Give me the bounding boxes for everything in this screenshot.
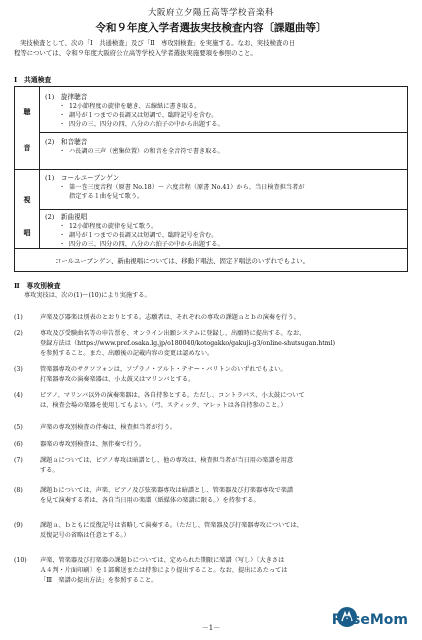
page-number: －1－ — [201, 624, 221, 632]
koolubungen — [45, 174, 401, 201]
label-shi: 視 — [23, 195, 31, 204]
major-item — [14, 521, 410, 541]
page-title: 令和９年度入学者選抜実技検査内容〔課題曲等〕 — [95, 22, 327, 34]
bullet-item-continued: 指定する１曲を見て歌う。 — [69, 193, 144, 200]
item-number: (6) — [14, 441, 23, 448]
bullet-item: ・ 第一巻三度音程（原書 No.18）～ 六度音程（原書 No.41）から、当日検査担当者が — [45, 183, 401, 192]
item-heading: (1) コールユーブンゲン — [45, 174, 120, 182]
item-number: (8) — [14, 487, 23, 494]
major-item — [14, 556, 410, 586]
common-heading: Ⅰ 共通検査 — [14, 76, 52, 84]
common-exam-box — [14, 86, 408, 272]
major-item — [14, 456, 410, 476]
item-text-line: 課題ｂについては、声楽、ピアノ及び弦楽器専攻は暗譜とし、管楽器及び打楽器専攻で楽譜 — [40, 487, 294, 494]
resemom-logo-text: ReseMom — [331, 612, 408, 628]
item-number: (1) — [14, 314, 23, 321]
item-text-line: 「Ⅲ 楽譜の提出方法」を参照すること。 — [40, 577, 158, 584]
item-text-line: 声楽及び器楽は別表のとおりとする。志願者は、それぞれの専攻の課題ａとｂの演奏を行う。 — [40, 314, 300, 321]
major-item — [14, 365, 410, 385]
column-divider — [39, 87, 40, 248]
major-lead: 専攻実技は、次の(1)～(10)により実施する。 — [24, 292, 151, 299]
item-text-line: ピアノ、マリンバ以外の演奏楽器は、各自持参とする。ただし、コントラバス、小太鼓について — [40, 392, 305, 399]
item-text-line: を見て演奏する者は、各自当日用の楽譜（紙媒体の楽譜に限る。）を持参する。 — [40, 497, 260, 504]
major-item — [14, 440, 410, 450]
label-cho: 聴 — [23, 107, 31, 116]
item-text-line: は、検査会場の楽器を使用してもよい。（弓、スティック、マレットは各自持参のこと。） — [40, 402, 287, 409]
melody-dictation — [45, 93, 401, 129]
bullet-item: ・ 12小節程度の旋律を見て歌う。 — [45, 222, 401, 231]
bullet-item: ・ ハ長調の三声（密集位置）の和音を全音符で書き取る。 — [45, 147, 401, 156]
item-text-line: Ａ４判・片面印刷〕を１部郵送または持参により提出すること。なお、提出にあたっては — [40, 567, 288, 574]
bullet-item: ・ 12小節程度の旋律を聴き、五線紙に書き取る。 — [45, 102, 401, 111]
bullet-item: ・ 四分の三、四分の四、八分の六拍子の中から出題する。 — [45, 240, 401, 249]
resemom-logo — [331, 604, 414, 630]
major-item — [14, 313, 410, 323]
item-text-line: を参照すること。また、出願後の記載内容の変更は認めない。 — [40, 350, 214, 357]
item-heading: (1) 旋律聴音 — [45, 93, 88, 101]
bullet-item: ・ 調号が１つまでの長調又は短調で、臨時記号を含む。 — [45, 111, 401, 120]
item-number: (3) — [14, 366, 23, 373]
item-number: (7) — [14, 457, 23, 464]
item-text-line: 課題ａ、ｂともに反復記号は省略して演奏する。（ただし、管楽器及び打楽器専攻については、 — [40, 522, 303, 529]
intro-paragraph — [14, 38, 410, 58]
item-text-line: 反復記号の省略は任意とする。） — [40, 532, 130, 539]
item-heading: (2) 和音聴音 — [45, 138, 88, 146]
row-divider — [39, 209, 407, 210]
item-text-line: 課題ａについては、ピアノ専攻は暗譜とし、他の専攻は、検査担当者が当日用の楽譜を用意 — [40, 457, 294, 464]
item-text-line: 登録方法は（https://www.pref.osaka.lg.jp/o180040/kotogakko/gakuji-g3/online-shutsugan.html) — [40, 340, 336, 347]
solfege-note: コールユーブンゲン、新曲視唱については、移動ド唱法、固定ド唱法のいずれでもよい。 — [55, 257, 310, 265]
major-item — [14, 486, 410, 506]
item-heading: (2) 新曲視唱 — [45, 213, 88, 221]
bullet-item: ・ 調号が１つまでの長調又は短調で、臨時記号を含む。 — [45, 231, 401, 240]
item-number: (10) — [14, 557, 27, 564]
label-sho: 唱 — [23, 228, 31, 237]
row-divider — [15, 169, 407, 170]
bullet-item: ・ 四分の三、四分の四、八分の六拍子の中から出題する。 — [45, 120, 401, 129]
school-name: 大阪府立夕陽丘高等学校音楽科 — [147, 8, 274, 18]
major-item — [14, 423, 410, 433]
item-text-line: 打楽器専攻の演奏楽器は、小太鼓又はマリンバとする。 — [40, 376, 195, 383]
major-item — [14, 329, 410, 359]
item-text-line: 管楽器専攻のサクソフォンは、ソプラノ・アルト・テナー・バリトンのいずれでもよい。 — [40, 366, 287, 373]
sight-singing — [45, 213, 401, 249]
intro-line: 程等については、令和９年度大阪府公立高等学校入学者選抜実施要項を参照のこと。 — [14, 49, 257, 57]
intro-line: 実技検査として、次の「Ⅰ 共通検査」及び「Ⅱ 専攻別検査」を実施する。なお、実技検査の日 — [20, 39, 296, 47]
item-text-line: 器楽の専攻別検査は、無伴奏で行う。 — [40, 441, 146, 448]
item-number: (5) — [14, 424, 23, 431]
item-number: (2) — [14, 330, 23, 337]
major-item — [14, 391, 410, 411]
item-text-line: 声楽、管楽器及び打楽器の課題ｂについては、定められた期限に楽譜（写し）〔大きさは — [40, 557, 285, 564]
item-number: (9) — [14, 522, 23, 529]
harmony-dictation — [45, 138, 401, 156]
label-on: 音 — [23, 143, 31, 152]
item-text-line: する。 — [40, 467, 59, 474]
item-text-line: 声楽の専攻別検査の伴奏は、検査担当者が行う。 — [40, 424, 177, 431]
item-text-line: 専攻及び受験曲名等の申告票を、オンライン出願システムに登録し、出願時に提出する。なお、 — [40, 330, 306, 337]
major-heading: Ⅱ 専攻別検査 — [14, 282, 61, 290]
item-number: (4) — [14, 392, 23, 399]
row-divider — [39, 132, 407, 133]
